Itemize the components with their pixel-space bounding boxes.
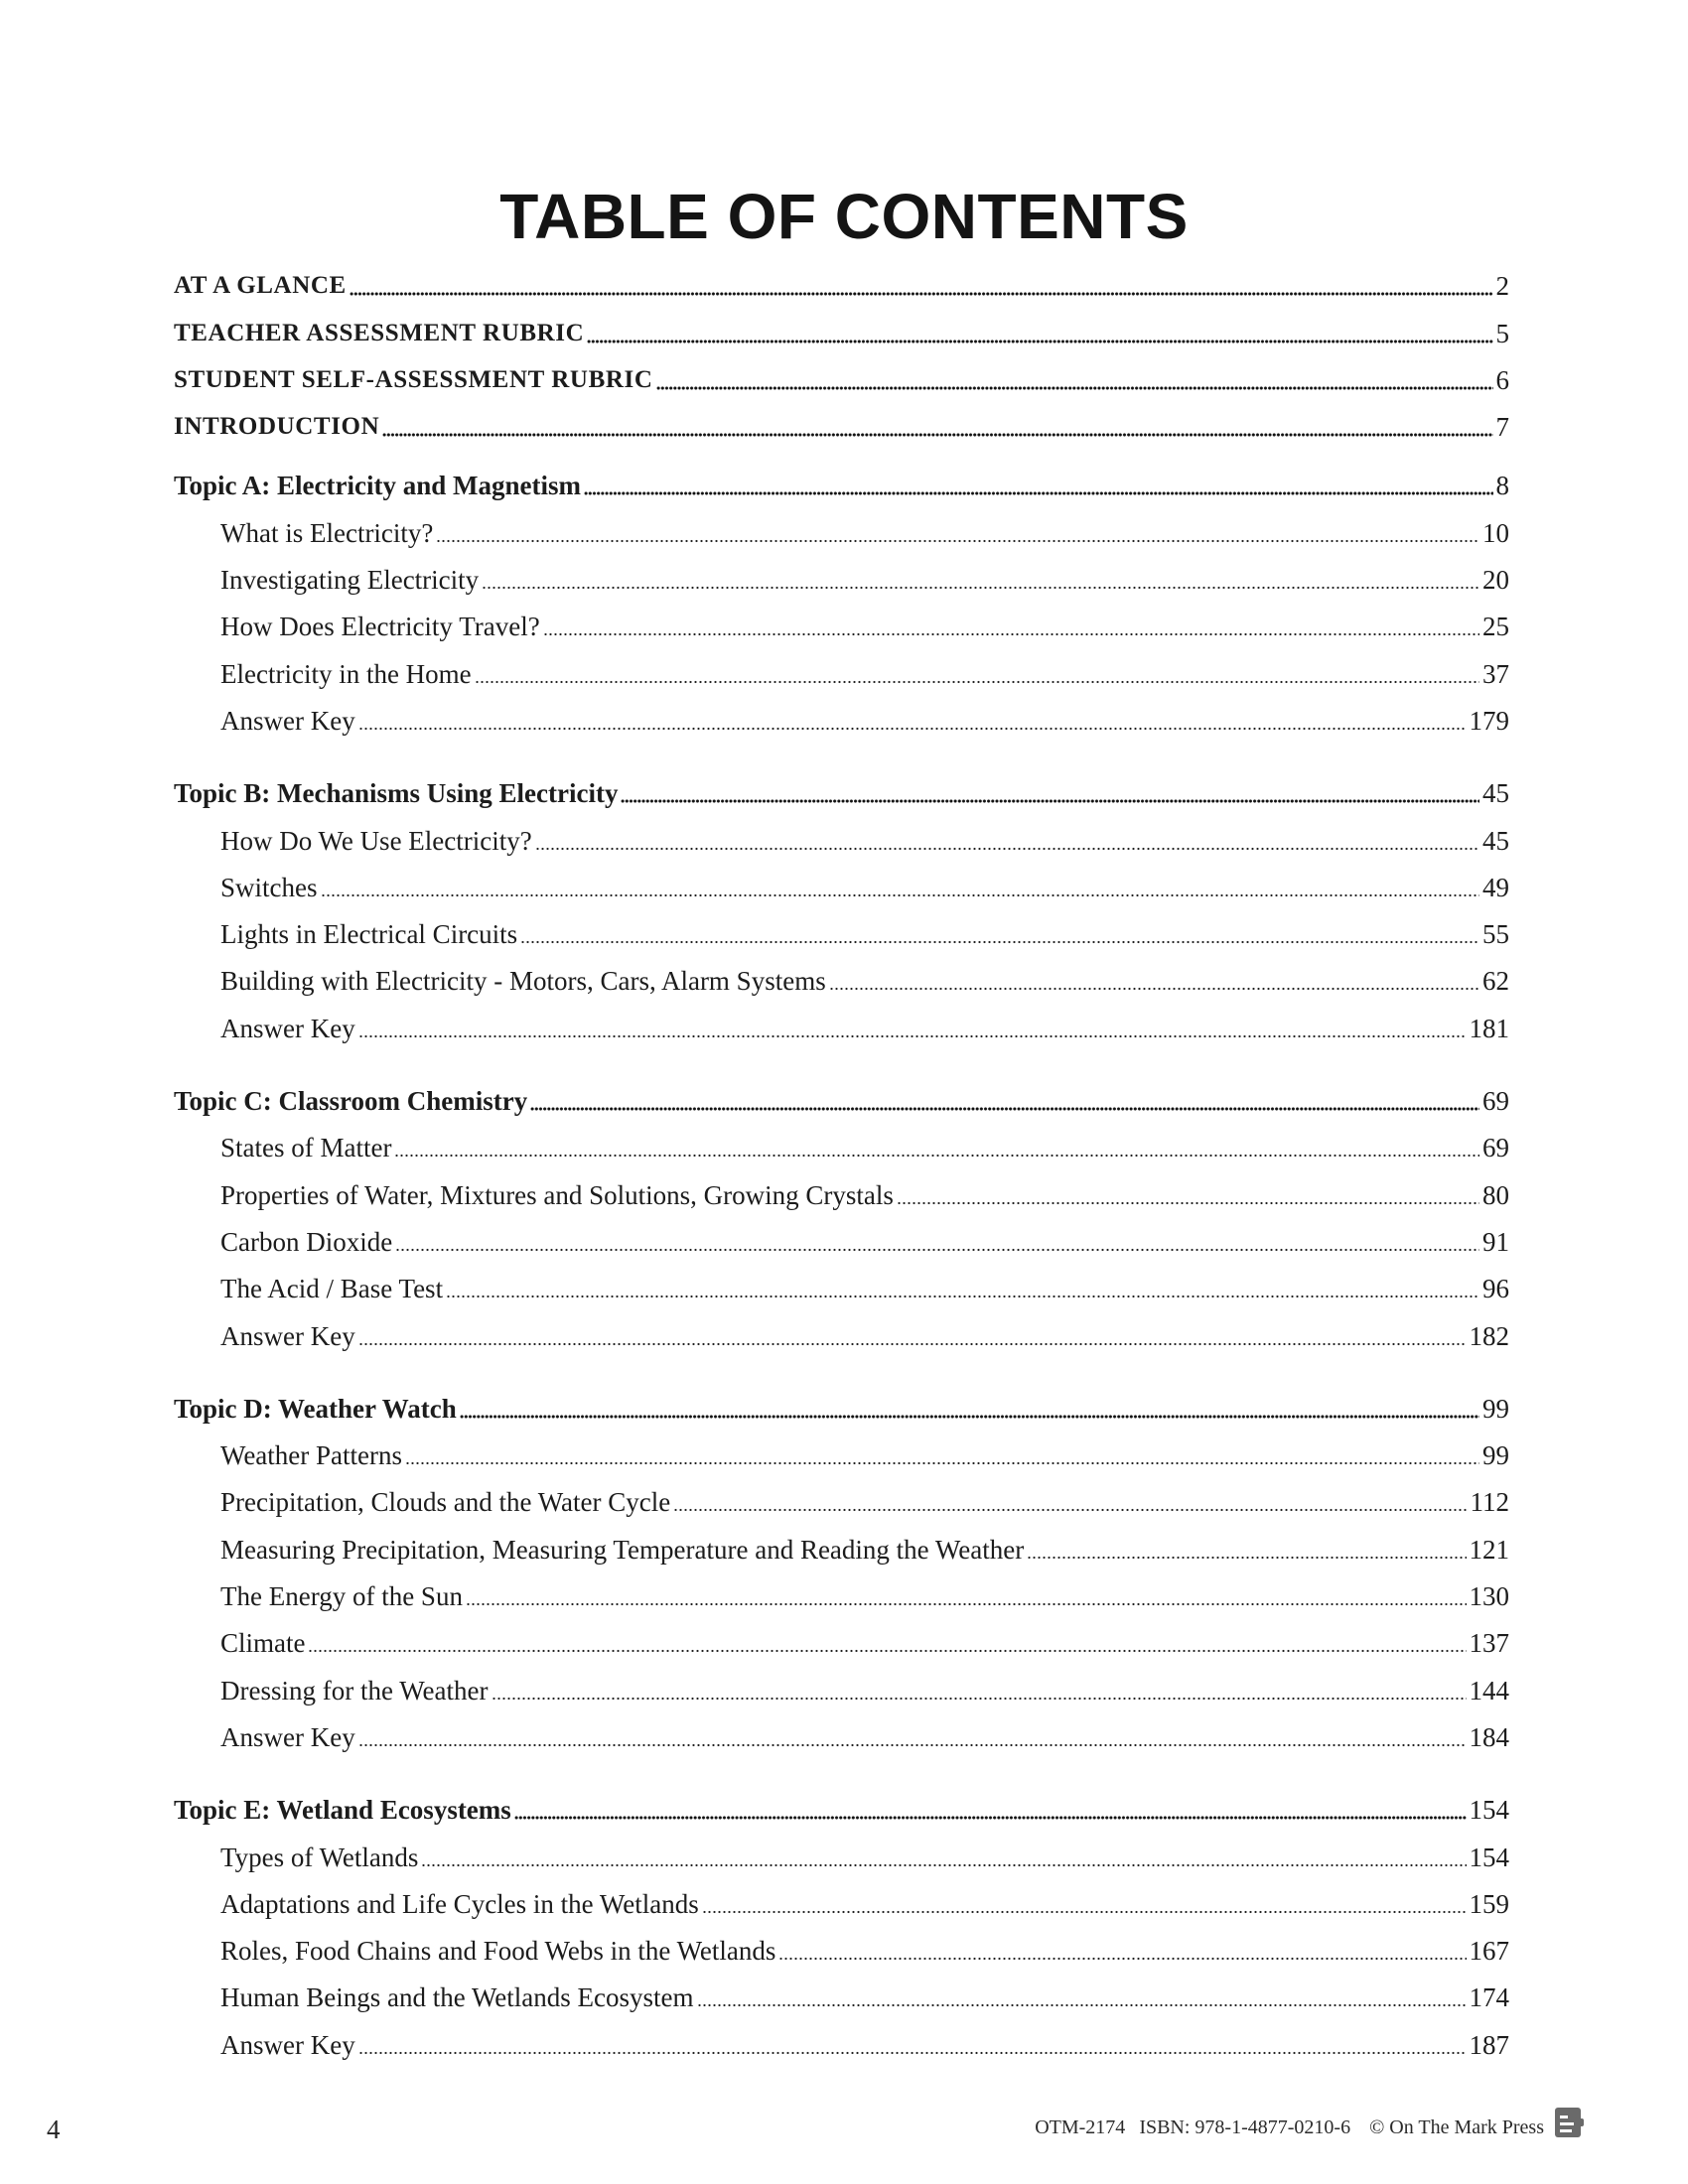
dot-leader bbox=[584, 490, 1493, 496]
dot-leader bbox=[466, 1601, 1467, 1607]
toc-subentry-label: Measuring Precipitation, Measuring Temperature and Reading the Weather bbox=[220, 1534, 1025, 1565]
toc-entry-page: 2 bbox=[1495, 271, 1509, 302]
toc-topic-label: Topic B: Mechanisms Using Electricity bbox=[174, 778, 619, 809]
dot-leader bbox=[321, 892, 1480, 898]
toc-subentry[interactable] bbox=[174, 506, 1509, 553]
toc-topic-label: Topic C: Classroom Chemistry bbox=[174, 1086, 528, 1117]
toc-subentry-page: 179 bbox=[1469, 705, 1509, 736]
toc-subentry-page: 55 bbox=[1482, 919, 1509, 950]
toc-subentry-page: 144 bbox=[1469, 1675, 1509, 1706]
toc-topic-label: Topic D: Weather Watch bbox=[174, 1393, 457, 1424]
dot-leader bbox=[778, 1956, 1466, 1962]
dot-leader bbox=[350, 291, 1493, 297]
toc-entry-at-a-glance[interactable] bbox=[174, 260, 1509, 307]
toc-subentry[interactable] bbox=[174, 1878, 1509, 1925]
toc-subentry[interactable] bbox=[174, 1570, 1509, 1617]
toc-subentry[interactable] bbox=[174, 601, 1509, 647]
toc-subentry[interactable] bbox=[174, 1216, 1509, 1263]
dot-leader bbox=[358, 1341, 1467, 1347]
toc-subentry[interactable] bbox=[174, 1476, 1509, 1523]
toc-subentry-label: Carbon Dioxide bbox=[220, 1226, 393, 1257]
toc-subentry[interactable] bbox=[174, 1617, 1509, 1664]
toc-subentry-label: Answer Key bbox=[220, 1013, 355, 1043]
toc-subentry-page: 37 bbox=[1482, 658, 1509, 689]
dot-leader bbox=[460, 1414, 1479, 1420]
footer-page-number: 4 bbox=[47, 2115, 61, 2144]
dot-leader bbox=[587, 339, 1492, 344]
dot-leader bbox=[897, 1200, 1479, 1206]
toc-subentry-answer-key[interactable] bbox=[174, 2018, 1509, 2065]
toc-topic-page: 69 bbox=[1482, 1086, 1509, 1117]
dot-leader bbox=[520, 939, 1479, 945]
dot-leader bbox=[697, 2002, 1467, 2008]
toc-subentry-label: Adaptations and Life Cycles in the Wetlands bbox=[220, 1888, 699, 1919]
toc-subentry-page: 187 bbox=[1469, 2029, 1509, 2060]
toc-entry-label: TEACHER ASSESSMENT RUBRIC bbox=[174, 319, 585, 346]
dot-leader bbox=[405, 1460, 1479, 1466]
toc-subentry-page: 182 bbox=[1469, 1320, 1509, 1351]
toc-subentry-page: 62 bbox=[1482, 966, 1509, 997]
dot-leader bbox=[530, 1106, 1479, 1112]
toc-entry-label: AT A GLANCE bbox=[174, 272, 347, 300]
toc-subentry-label: Precipitation, Clouds and the Water Cycle bbox=[220, 1487, 671, 1518]
toc-subentry[interactable] bbox=[174, 1831, 1509, 1877]
toc-subentry-page: 130 bbox=[1469, 1581, 1509, 1612]
toc-subentry-label: States of Matter bbox=[220, 1133, 392, 1163]
toc-topic-page: 8 bbox=[1495, 471, 1509, 501]
toc-subentry-answer-key[interactable] bbox=[174, 695, 1509, 742]
toc-subentry-label: Climate bbox=[220, 1628, 306, 1659]
dot-leader bbox=[829, 986, 1479, 992]
toc-subentry[interactable] bbox=[174, 647, 1509, 694]
toc-topic-a[interactable] bbox=[174, 460, 1509, 506]
toc-subentry[interactable] bbox=[174, 1168, 1509, 1215]
toc-subentry-page: 181 bbox=[1469, 1013, 1509, 1043]
toc-subentry[interactable] bbox=[174, 1972, 1509, 2018]
toc-subentry-page: 91 bbox=[1482, 1226, 1509, 1257]
page-title: TABLE OF CONTENTS bbox=[499, 180, 1189, 252]
toc-entry-page: 7 bbox=[1495, 412, 1509, 443]
toc-topic-c[interactable] bbox=[174, 1075, 1509, 1122]
toc-subentry-page: 20 bbox=[1482, 565, 1509, 596]
dot-leader bbox=[446, 1294, 1479, 1299]
toc-subentry-page: 10 bbox=[1482, 517, 1509, 548]
toc-subentry-label: Types of Wetlands bbox=[220, 1842, 419, 1872]
toc-topic-e[interactable] bbox=[174, 1784, 1509, 1831]
toc-entry-teacher-assessment-rubric[interactable] bbox=[174, 307, 1509, 353]
toc-subentry-label: Switches bbox=[220, 872, 318, 902]
dot-leader bbox=[436, 538, 1479, 544]
toc-subentry[interactable] bbox=[174, 1664, 1509, 1710]
toc-subentry-page: 137 bbox=[1469, 1628, 1509, 1659]
dot-leader bbox=[308, 1648, 1466, 1654]
toc-topic-page: 99 bbox=[1482, 1393, 1509, 1424]
toc-subentry-label: Answer Key bbox=[220, 2029, 355, 2060]
toc-subentry-answer-key[interactable] bbox=[174, 1309, 1509, 1356]
toc-subentry[interactable] bbox=[174, 554, 1509, 601]
dot-leader bbox=[1027, 1555, 1466, 1561]
toc-entry-student-self-assessment-rubric[interactable] bbox=[174, 354, 1509, 401]
footer-isbn: ISBN: 978-1-4877-0210-6 bbox=[1139, 2116, 1351, 2138]
toc-subentry[interactable] bbox=[174, 862, 1509, 908]
toc-entry-label: STUDENT SELF-ASSESSMENT RUBRIC bbox=[174, 365, 653, 393]
on-the-mark-press-logo-icon bbox=[1555, 2108, 1581, 2137]
toc-subentry-label: How Does Electricity Travel? bbox=[220, 612, 540, 642]
table-of-contents bbox=[174, 260, 1509, 2066]
toc-subentry-label: The Energy of the Sun bbox=[220, 1581, 463, 1612]
toc-subentry-label: Answer Key bbox=[220, 1721, 355, 1752]
toc-subentry[interactable] bbox=[174, 1122, 1509, 1168]
toc-subentry-page: 80 bbox=[1482, 1179, 1509, 1210]
toc-subentry-label: Weather Patterns bbox=[220, 1440, 403, 1471]
toc-subentry-page: 25 bbox=[1482, 612, 1509, 642]
toc-subentry-label: Lights in Electrical Circuits bbox=[220, 919, 518, 950]
toc-subentry-answer-key[interactable] bbox=[174, 1002, 1509, 1048]
dot-leader bbox=[673, 1507, 1467, 1513]
dot-leader bbox=[382, 432, 1492, 438]
footer-product-code: OTM-2174 bbox=[1035, 2116, 1126, 2138]
logo-notch bbox=[1579, 2118, 1584, 2126]
toc-entry-page: 6 bbox=[1495, 364, 1509, 395]
toc-subentry-label: Dressing for the Weather bbox=[220, 1675, 489, 1706]
toc-topic-page: 45 bbox=[1482, 778, 1509, 809]
toc-subentry[interactable] bbox=[174, 1925, 1509, 1972]
dot-leader bbox=[358, 1033, 1467, 1039]
dot-leader bbox=[535, 846, 1479, 852]
toc-topic-d[interactable] bbox=[174, 1383, 1509, 1430]
toc-subentry[interactable] bbox=[174, 955, 1509, 1002]
toc-subentry[interactable] bbox=[174, 1430, 1509, 1476]
dot-leader bbox=[358, 2050, 1467, 2056]
toc-subentry-page: 174 bbox=[1469, 1982, 1509, 2013]
toc-subentry[interactable] bbox=[174, 908, 1509, 955]
toc-subentry-page: 45 bbox=[1482, 825, 1509, 856]
toc-entry-introduction[interactable] bbox=[174, 401, 1509, 448]
toc-subentry-answer-key[interactable] bbox=[174, 1711, 1509, 1758]
toc-subentry-label: Answer Key bbox=[220, 1320, 355, 1351]
dot-leader bbox=[358, 1742, 1467, 1748]
toc-subentry-label: Roles, Food Chains and Food Webs in the Wetlands bbox=[220, 1936, 776, 1967]
toc-subentry[interactable] bbox=[174, 1523, 1509, 1570]
toc-subentry[interactable] bbox=[174, 1263, 1509, 1309]
toc-subentry-label: Building with Electricity - Motors, Cars, Alarm Systems bbox=[220, 966, 826, 997]
dot-leader bbox=[395, 1247, 1479, 1253]
toc-topic-label: Topic E: Wetland Ecosystems bbox=[174, 1795, 511, 1826]
dot-leader bbox=[656, 385, 1493, 391]
dot-leader bbox=[421, 1862, 1466, 1868]
dot-leader bbox=[702, 1909, 1467, 1915]
toc-subentry-page: 49 bbox=[1482, 872, 1509, 902]
toc-topic-b[interactable] bbox=[174, 767, 1509, 814]
logo-bar bbox=[1560, 2122, 1574, 2125]
toc-subentry-page: 69 bbox=[1482, 1133, 1509, 1163]
toc-subentry-label: Properties of Water, Mixtures and Solutions, Growing Crystals bbox=[220, 1179, 894, 1210]
toc-subentry-label: Human Beings and the Wetlands Ecosystem bbox=[220, 1982, 694, 2013]
dot-leader bbox=[394, 1153, 1479, 1159]
toc-subentry-page: 99 bbox=[1482, 1440, 1509, 1471]
toc-entry-label: INTRODUCTION bbox=[174, 413, 380, 441]
toc-subentry-label: How Do We Use Electricity? bbox=[220, 825, 532, 856]
toc-entry-page: 5 bbox=[1495, 318, 1509, 348]
toc-subentry-label: The Acid / Base Test bbox=[220, 1274, 444, 1304]
toc-subentry-page: 184 bbox=[1469, 1721, 1509, 1752]
logo-bar bbox=[1560, 2129, 1572, 2132]
dot-leader bbox=[621, 798, 1479, 804]
toc-subentry[interactable] bbox=[174, 814, 1509, 861]
toc-subentry-page: 159 bbox=[1469, 1888, 1509, 1919]
toc-subentry-page: 167 bbox=[1469, 1936, 1509, 1967]
toc-subentry-label: Answer Key bbox=[220, 705, 355, 736]
footer-copyright: © On The Mark Press bbox=[1369, 2116, 1544, 2138]
toc-subentry-page: 96 bbox=[1482, 1274, 1509, 1304]
toc-topic-page: 154 bbox=[1469, 1795, 1509, 1826]
toc-subentry-page: 121 bbox=[1469, 1534, 1509, 1565]
toc-topic-label: Topic A: Electricity and Magnetism bbox=[174, 471, 581, 501]
toc-subentry-label: Investigating Electricity bbox=[220, 565, 480, 596]
dot-leader bbox=[482, 585, 1479, 591]
dot-leader bbox=[475, 679, 1479, 685]
toc-subentry-page: 154 bbox=[1469, 1842, 1509, 1872]
dot-leader bbox=[543, 631, 1479, 637]
toc-subentry-label: Electricity in the Home bbox=[220, 658, 472, 689]
dot-leader bbox=[492, 1696, 1467, 1702]
toc-subentry-page: 112 bbox=[1470, 1487, 1509, 1518]
dot-leader bbox=[358, 726, 1467, 732]
logo-bar bbox=[1560, 2116, 1568, 2118]
toc-subentry-label: What is Electricity? bbox=[220, 517, 434, 548]
footer-publisher-info bbox=[1035, 2113, 1544, 2142]
dot-leader bbox=[514, 1815, 1467, 1821]
